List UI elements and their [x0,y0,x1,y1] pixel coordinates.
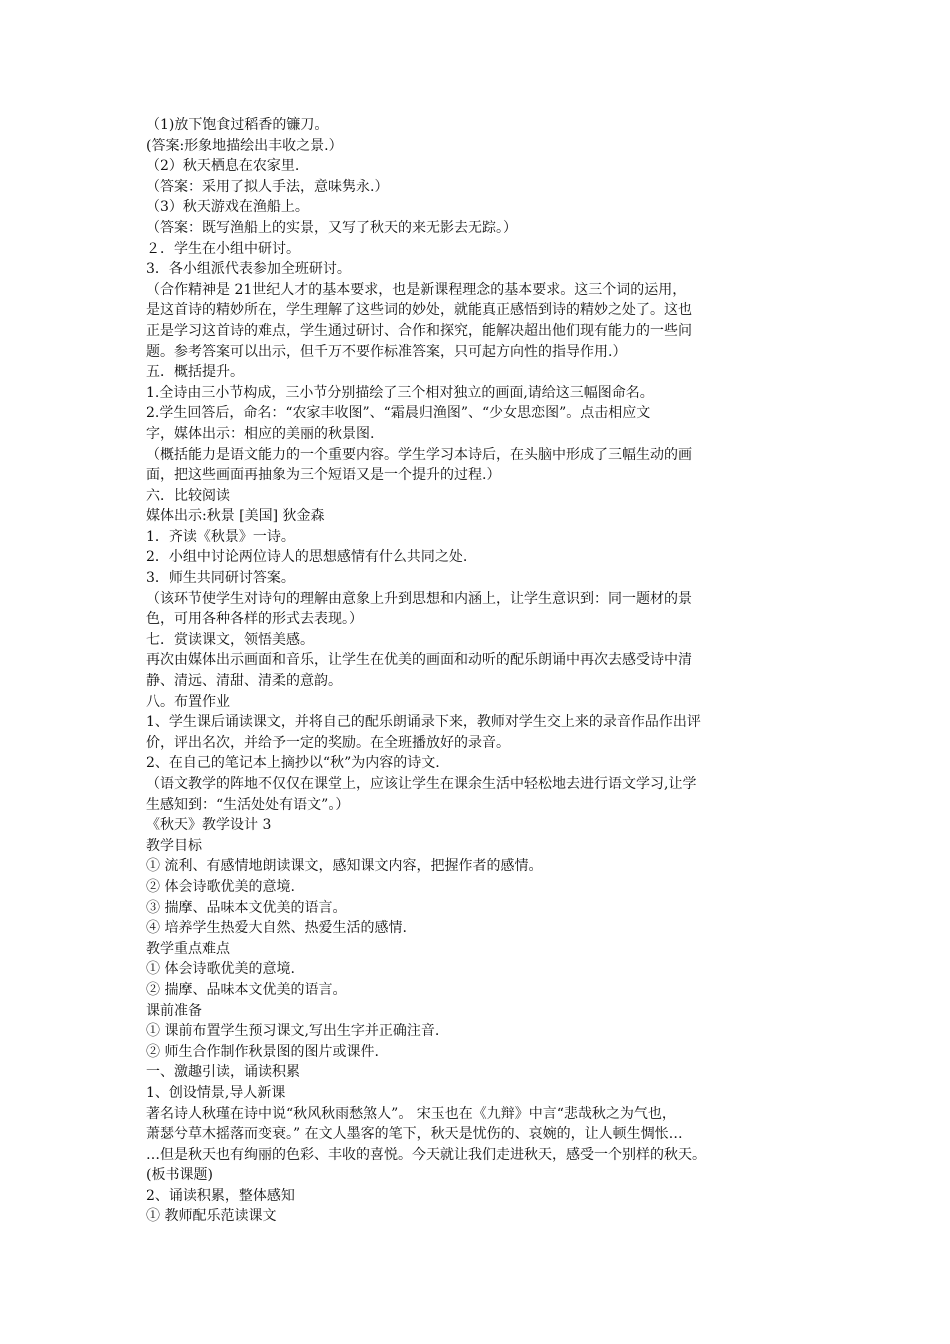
text-line: （2）秋天栖息在农家里. [146,158,300,175]
text-line: 字，媒体出示：相应的美丽的秋景图. [146,425,375,442]
text-line: 色，可用各种各样的形式去表现。） [146,611,363,628]
text-line: 八。布置作业 [146,693,230,710]
text-line: ① 教师配乐范读课文 [146,1208,277,1225]
text-line: 七．赏读课文，领悟美感。 [146,631,314,648]
text-line: ② 体会诗歌优美的意境. [146,878,295,895]
text-line: 1．齐读《秋景》一诗。 [146,528,295,545]
text-line: （3）秋天游戏在渔船上。 [146,199,309,216]
text-line: ① 流利、有感情地朗读课文，感知课文内容，把握作者的感情。 [146,858,543,875]
text-line: 题。参考答案可以出示，但千万不要作标准答案，只可起方向性的指导作用.） [146,343,627,360]
text-line: 3．师生共同研讨答案。 [146,570,295,587]
text-line: (板书课题) [146,1167,213,1184]
text-line: 著名诗人秋瑾在诗中说“秋风秋雨愁煞人”。 宋玉也在《九辩》中言“悲哉秋之为气也， [146,1105,676,1122]
text-line: （该环节使学生对诗句的理解由意象上升到思想和内涵上，让学生意识到：同一题材的景 [146,590,692,607]
text-line: …但是秋天也有绚丽的色彩、丰收的喜悦。今天就让我们走进秋天，感受一个别样的秋天。 [146,1146,706,1163]
text-line: 2、在自己的笔记本上摘抄以“秋”为内容的诗文. [146,755,440,772]
text-line: (答案:形象地描绘出丰收之景.） [146,137,343,154]
text-line: 《秋天》教学设计 3 [146,817,272,834]
text-line: 再次由媒体出示画面和音乐，让学生在优美的画面和动听的配乐朗诵中再次去感受诗中清 [146,652,692,669]
text-line: ① 体会诗歌优美的意境. [146,961,295,978]
text-line: 生感知到：“生活处处有语文”。） [146,796,350,813]
text-line: 1.全诗由三小节构成，三小节分别描绘了三个相对独立的画面,请给这三幅图命名。 [146,384,654,401]
text-line: 是这首诗的精妙所在，学生理解了这些词的妙处，就能真正感悟到诗的精妙之处了。这也 [146,302,692,319]
text-line: 媒体出示:秋景 [美国] 狄金森 [146,508,325,525]
text-line: ２．学生在小组中研讨。 [146,240,300,257]
text-line: 六．比较阅读 [146,487,230,504]
text-line: 静、清远、清甜、清柔的意韵。 [146,673,342,690]
text-line: 1、学生课后诵读课文，并将自己的配乐朗诵录下来，教师对学生交上来的录音作品作出评 [146,714,701,731]
text-line: 五．概括提升。 [146,364,244,381]
text-line: 价，评出名次，并给予一定的奖励。在全班播放好的录音。 [146,734,510,751]
text-line: 2.学生回答后，命名：“农家丰收图”、“霜晨归渔图”、“少女思恋图”。点击相应文 [146,405,651,422]
text-line: 2、诵读积累，整体感知 [146,1187,295,1204]
text-line: （合作精神是 21世纪人才的基本要求，也是新课程理念的基本要求。这三个词的运用， [146,281,687,298]
text-line: （1)放下饱食过稻香的镰刀。 [146,117,329,133]
text-line: 2．小组中讨论两位诗人的思想感情有什么共同之处. [146,549,468,566]
text-line: 一、激趣引读，诵读积累 [146,1064,300,1081]
text-line: （答案：既写渔船上的实景，又写了秋天的来无影去无踪。） [146,219,517,236]
document-body [146,115,816,1227]
text-line: ② 师生合作制作秋景图的图片或课件. [146,1043,379,1060]
text-line: 教学目标 [146,837,202,854]
text-line: 正是学习这首诗的难点，学生通过研讨、合作和探究，能解决超出他们现有能力的一些问 [146,322,692,339]
text-line: 1、创设情景,导人新课 [146,1084,286,1101]
text-line: 萧瑟兮草木摇落而变衰。” 在文人墨客的笔下，秋天是忧伤的、哀婉的，让人顿生惆怅… [146,1126,683,1143]
text-line: ① 课前布置学生预习课文,写出生字并正确注音. [146,1023,440,1040]
text-line: （语文教学的阵地不仅仅在课堂上，应该让学生在课余生活中轻松地去进行语文学习,让学 [146,776,697,792]
text-line: （答案：采用了拟人手法，意味隽永.） [146,178,389,195]
text-line: 教学重点难点 [146,940,230,957]
text-line: ③ 揣摩、品味本文优美的语言。 [146,899,347,916]
text-line: ④ 培养学生热爱大自然、热爱生活的感情. [146,920,407,937]
text-line: 面，把这些画面再抽象为三个短语又是一个提升的过程.） [146,467,501,484]
text-line: （概括能力是语文能力的一个重要内容。学生学习本诗后，在头脑中形成了三幅生动的画 [146,446,692,463]
text-line: 课前准备 [146,1002,202,1019]
text-line: 3．各小组派代表参加全班研讨。 [146,261,351,278]
text-line: ② 揣摩、品味本文优美的语言。 [146,981,347,998]
